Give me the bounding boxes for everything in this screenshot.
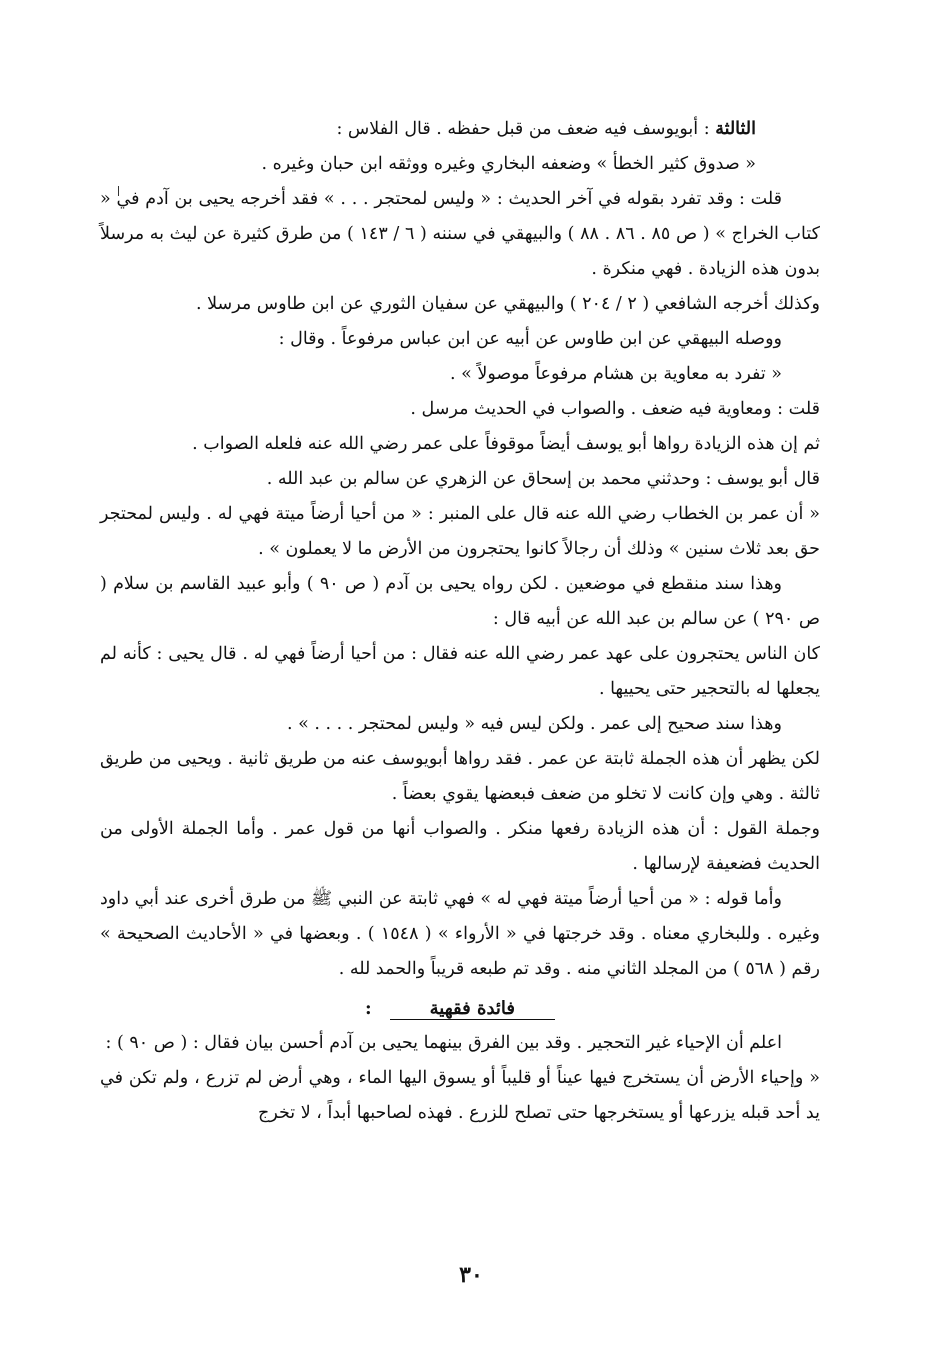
paragraph-qultu-1: قلت : وقد تفرد بقوله في آخر الحديث : « وليس لمحتجر . . . » فقد أخرجه يحيى بن آدم في « كتاب الخراج » ( ص ٨٥ . ٨٦ . ٨٨ ) والبيهقي في سننه ( ٦ / ١٤٣ ) من طرق كثيرة عن ليث به مرسلاً بدون هذه الزيادة . فهي منكرة . [100,189,820,279]
paragraph-lakin: لكن يظهر أن هذه الجملة ثابتة عن عمر . فقد رواها أبويوسف عنه من طريق ثانية . ويحيى من طريق ثالثة . وهي وإن كانت لا تخلو من ضعف فبعضها يقوي بعضاً . [100,749,820,804]
paragraph-kana-nas: كان الناس يحتجرون على عهد عمر رضي الله عنه فقال : من أحيا أرضاً فهي له . قال يحيى : كأنه لم يجعلها له بالتحجير حتى يحييها . [100,644,820,699]
paragraph-third-point [100,112,820,147]
paragraph-abu-yusuf-sanad: قال أبو يوسف : وحدثني محمد بن إسحاق عن الزهري عن سالم بن عبد الله . [266,469,820,489]
page-text [100,112,820,1131]
paragraph-munqati: وهذا سند منقطع في موضعين . لكن رواه يحيى بن آدم ( ص ٩٠ ) وأبو عبيد القاسم بن سلام ( ص ٢٩٠ ) عن سالم بن عبد الله عن أبيه قال : [100,574,820,629]
paragraph-amma-qawluh: وأما قوله : « من أحيا أرضاً ميتة فهي له » فهي ثابتة عن النبي ﷺ من طرق أخرى عند أبي داود وغيره . وللبخاري معناه . وقد خرجتها في « الأرواء » ( ١٥٤٨ ) . وبعضها في « الأحاديث الصحيحة » رقم ( ٥٦٨ ) من المجلد الثاني منه . وقد تم طبعه قريباً والحمد لله . [100,889,821,979]
paragraph-sahih-umar: وهذا سند صحيح إلى عمر . ولكن ليس فيه « وليس لمحتجر . . . . » . [286,714,782,734]
paragraph-ilam: اعلم أن الإحياء غير التحجير . وقد بين الفرق بينهما يحيى بن آدم أحسن بيان فقال : ( ص ٩٠ ) : [105,1033,782,1053]
paragraph-umar-minbar: « أن عمر بن الخطاب رضي الله عنه قال على المنبر : « من أحيا أرضاً ميتة فهي له . وليس لمحتجر حق بعد ثلاث سنين » وذلك أن رجالاً كانوا يحتجرون من الأرض ما لا يعملون » . [100,504,820,559]
paragraph-jumla: وجملة القول : أن هذه الزيادة رفعها منكر . والصواب أنها من قول عمر . وأما الجملة الأولى من الحديث فضعيفة لإرسالها . [100,819,820,874]
paragraph-text: : أبويوسف فيه ضعف من قبل حفظه . قال الفلاس : [336,119,716,139]
section-heading [100,987,820,1026]
paragraph-abu-yusuf-mawquf: ثم إن هذه الزيادة رواها أبو يوسف أيضاً موقوفاً على عمر رضي الله عنه فلعله الصواب . [192,434,820,454]
lead-word: الثالثة [715,119,756,139]
paragraph-qultu-2: قلت : ومعاوية فيه ضعف . والصواب في الحديث مرسل . [410,399,820,419]
paragraph-baihaqi: ووصله البيهقي عن ابن طاوس عن أبيه عن ابن عباس مرفوعاً . وقال : [278,329,782,349]
heading-colon: : [365,998,372,1019]
heading-title: فائدة فقهية [390,998,555,1020]
paragraph-quote-muawiya: « تفرد به معاوية بن هشام مرفوعاً موصولاً » . [449,364,782,384]
paragraph-quote-falas: « صدوق كثير الخطأ » وضعفه البخاري وغيره ووثقه ابن حبان وغيره . [261,154,756,174]
paragraph-shafii: وكذلك أخرجه الشافعي ( ٢ / ٢٠٤ ) والبيهقي عن سفيان الثوري عن ابن طاوس مرسلا . [195,294,820,314]
paragraph-ihya-quote: « وإحياء الأرض أن يستخرج فيها عيناً أو قليباً أو يسوق اليها الماء ، وهي أرض لم تزرع ، ولم تكن في يد أحد قبله يزرعها أو يستخرجها حتى تصلح للزرع . فهذه لصاحبها أبداً ، لا تخرج [100,1068,820,1123]
page-number: ٣٠ [459,1262,483,1288]
